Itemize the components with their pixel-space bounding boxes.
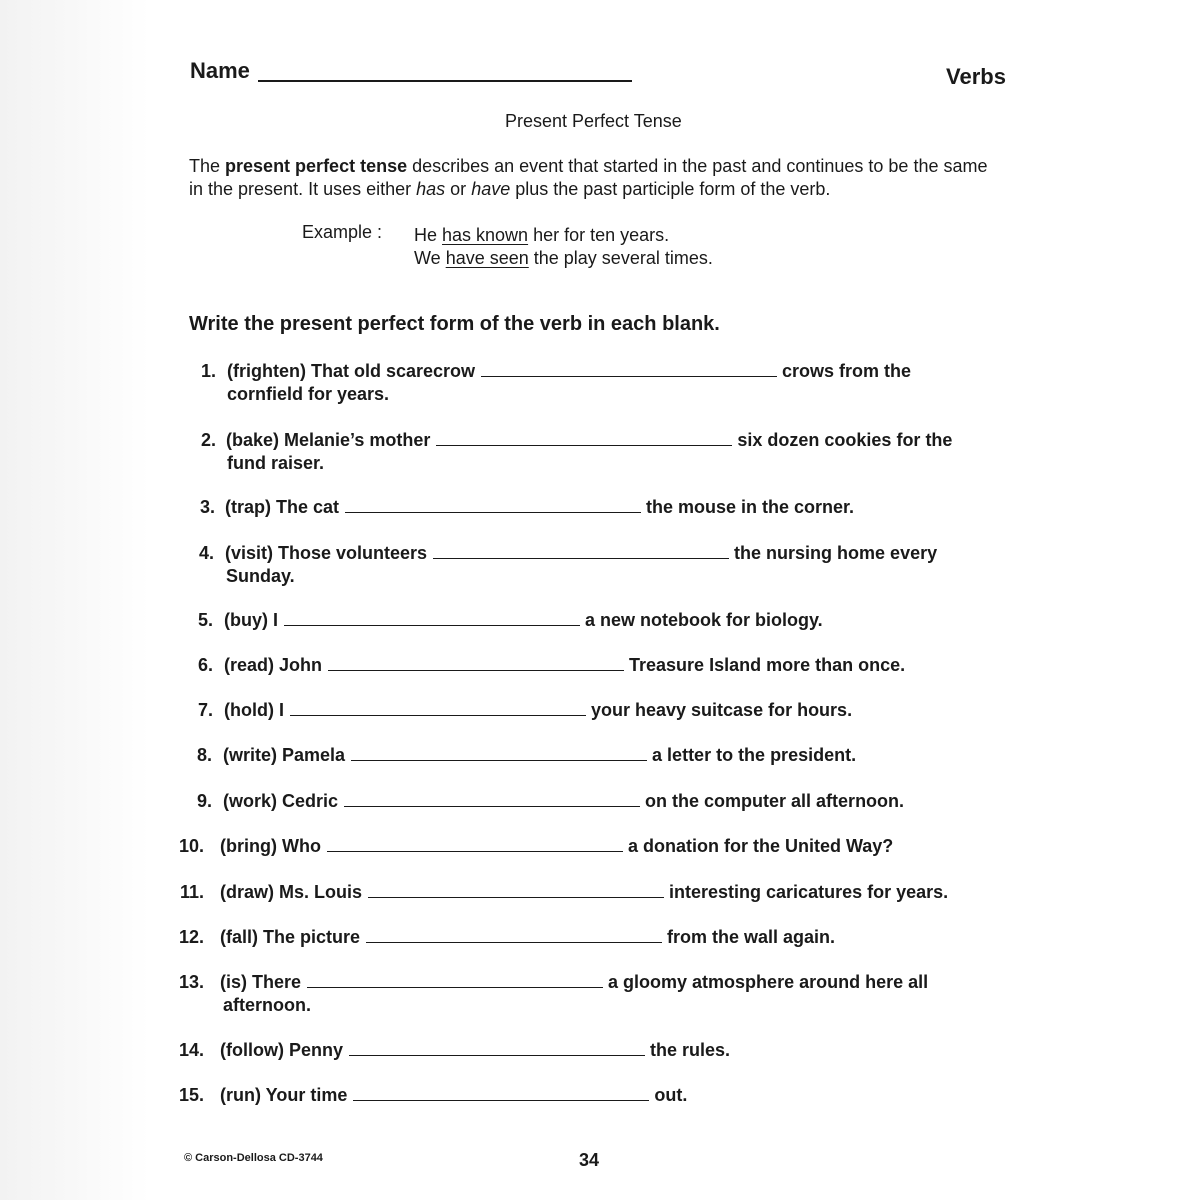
- example-label: Example :: [302, 222, 383, 242]
- question-ending: the nursing home every: [734, 543, 938, 563]
- answer-blank[interactable]: [433, 557, 729, 559]
- question-line: [223, 791, 904, 812]
- question-prompt: (bring) Who: [220, 836, 321, 856]
- question-number: 8.: [196, 745, 212, 765]
- question-line: [220, 1040, 730, 1061]
- question-ending: a gloomy atmosphere around here all: [608, 972, 929, 992]
- question-number: 13.: [178, 972, 204, 992]
- example-sentences: [414, 224, 713, 270]
- question-line: [225, 543, 937, 564]
- question-ending: on the computer all afternoon.: [645, 791, 905, 811]
- scan-margin: [0, 0, 150, 1200]
- question-number: 2.: [200, 430, 216, 450]
- question-ending: a new notebook for biology.: [585, 610, 823, 630]
- answer-blank[interactable]: [344, 805, 640, 807]
- answer-blank[interactable]: [368, 896, 664, 898]
- question-ending: Treasure Island more than once.: [629, 655, 906, 675]
- question-number: 10.: [178, 836, 204, 856]
- question-ending: the mouse in the corner.: [646, 497, 855, 517]
- question-ending: a donation for the United Way?: [627, 836, 894, 856]
- question-number: 3.: [199, 497, 215, 517]
- page-number: 34: [579, 1150, 600, 1170]
- question-number: 11.: [179, 882, 204, 902]
- question-number: 9.: [196, 791, 212, 811]
- question-line: [226, 430, 952, 451]
- answer-blank[interactable]: [481, 375, 777, 377]
- question-prompt: (write) Pamela: [223, 745, 346, 765]
- name-field-line[interactable]: [258, 80, 632, 82]
- question-ending: from the wall again.: [667, 927, 836, 947]
- answer-blank[interactable]: [349, 1054, 645, 1056]
- question-number: 6.: [197, 655, 213, 675]
- question-line: [227, 361, 911, 382]
- question-line: [223, 745, 856, 766]
- answer-blank[interactable]: [284, 624, 580, 626]
- intro-paragraph: The present perfect tense describes an event that started in the past and continues to be the same in the present. It uses either has or have plus the past participle form of the verb.: [189, 156, 988, 199]
- answer-blank[interactable]: [307, 986, 603, 988]
- question-ending: out.: [654, 1085, 688, 1105]
- question-prompt: (frighten) That old scarecrow: [227, 361, 476, 381]
- answer-blank[interactable]: [351, 759, 647, 761]
- question-ending: a letter to the president.: [652, 745, 857, 765]
- question-line: [224, 655, 905, 676]
- question-number: 14.: [178, 1040, 204, 1060]
- question-continuation: Sunday.: [226, 566, 295, 586]
- question-prompt: (follow) Penny: [220, 1040, 343, 1060]
- question-ending: crows from the: [782, 361, 912, 381]
- topic-heading: Verbs: [946, 64, 1006, 89]
- question-line: [224, 700, 852, 721]
- question-prompt: (read) John: [224, 655, 323, 675]
- question-prompt: (buy) I: [224, 610, 278, 630]
- name-label: Name: [190, 58, 250, 83]
- question-line: [220, 882, 948, 903]
- question-prompt: (visit) Those volunteers: [225, 543, 428, 563]
- question-prompt: (draw) Ms. Louis: [220, 882, 363, 902]
- question-number: 5.: [197, 610, 213, 630]
- question-line: [225, 497, 854, 518]
- question-ending: interesting caricatures for years.: [669, 882, 949, 902]
- question-prompt: (hold) I: [224, 700, 284, 720]
- answer-blank[interactable]: [436, 444, 732, 446]
- question-number: 15.: [178, 1085, 204, 1105]
- question-continuation: cornfield for years.: [227, 384, 390, 404]
- question-prompt: (is) There: [220, 972, 302, 992]
- question-line: [220, 972, 928, 993]
- question-line: [220, 1085, 687, 1106]
- answer-blank[interactable]: [327, 850, 623, 852]
- example-line-2: We have seen the play several times.: [414, 248, 713, 268]
- question-prompt: (work) Cedric: [223, 791, 339, 811]
- question-prompt: (fall) The picture: [220, 927, 361, 947]
- question-number: 7.: [197, 700, 213, 720]
- answer-blank[interactable]: [290, 714, 586, 716]
- question-prompt: (run) Your time: [220, 1085, 348, 1105]
- question-ending: your heavy suitcase for hours.: [590, 700, 853, 720]
- question-prompt: (bake) Melanie’s mother: [226, 430, 431, 450]
- question-number: 12.: [178, 927, 204, 947]
- answer-blank[interactable]: [328, 669, 624, 671]
- page-subtitle: Present Perfect Tense: [505, 111, 682, 131]
- example-line-1: He has known her for ten years.: [414, 225, 670, 245]
- question-prompt: (trap) The cat: [225, 497, 340, 517]
- question-number: 1.: [200, 361, 216, 381]
- question-line: [224, 610, 823, 631]
- answer-blank[interactable]: [353, 1099, 649, 1101]
- question-continuation: afternoon.: [223, 995, 311, 1015]
- question-continuation: fund raiser.: [227, 453, 325, 473]
- question-line: [220, 927, 835, 948]
- question-number: 4.: [198, 543, 214, 563]
- copyright-notice: © Carson-Dellosa CD-3744: [184, 1152, 323, 1164]
- question-line: [220, 836, 893, 857]
- instructions-heading: Write the present perfect form of the verb in each blank.: [189, 313, 720, 335]
- answer-blank[interactable]: [345, 511, 641, 513]
- answer-blank[interactable]: [366, 941, 662, 943]
- question-ending: six dozen cookies for the: [737, 430, 953, 450]
- question-ending: the rules.: [650, 1040, 731, 1060]
